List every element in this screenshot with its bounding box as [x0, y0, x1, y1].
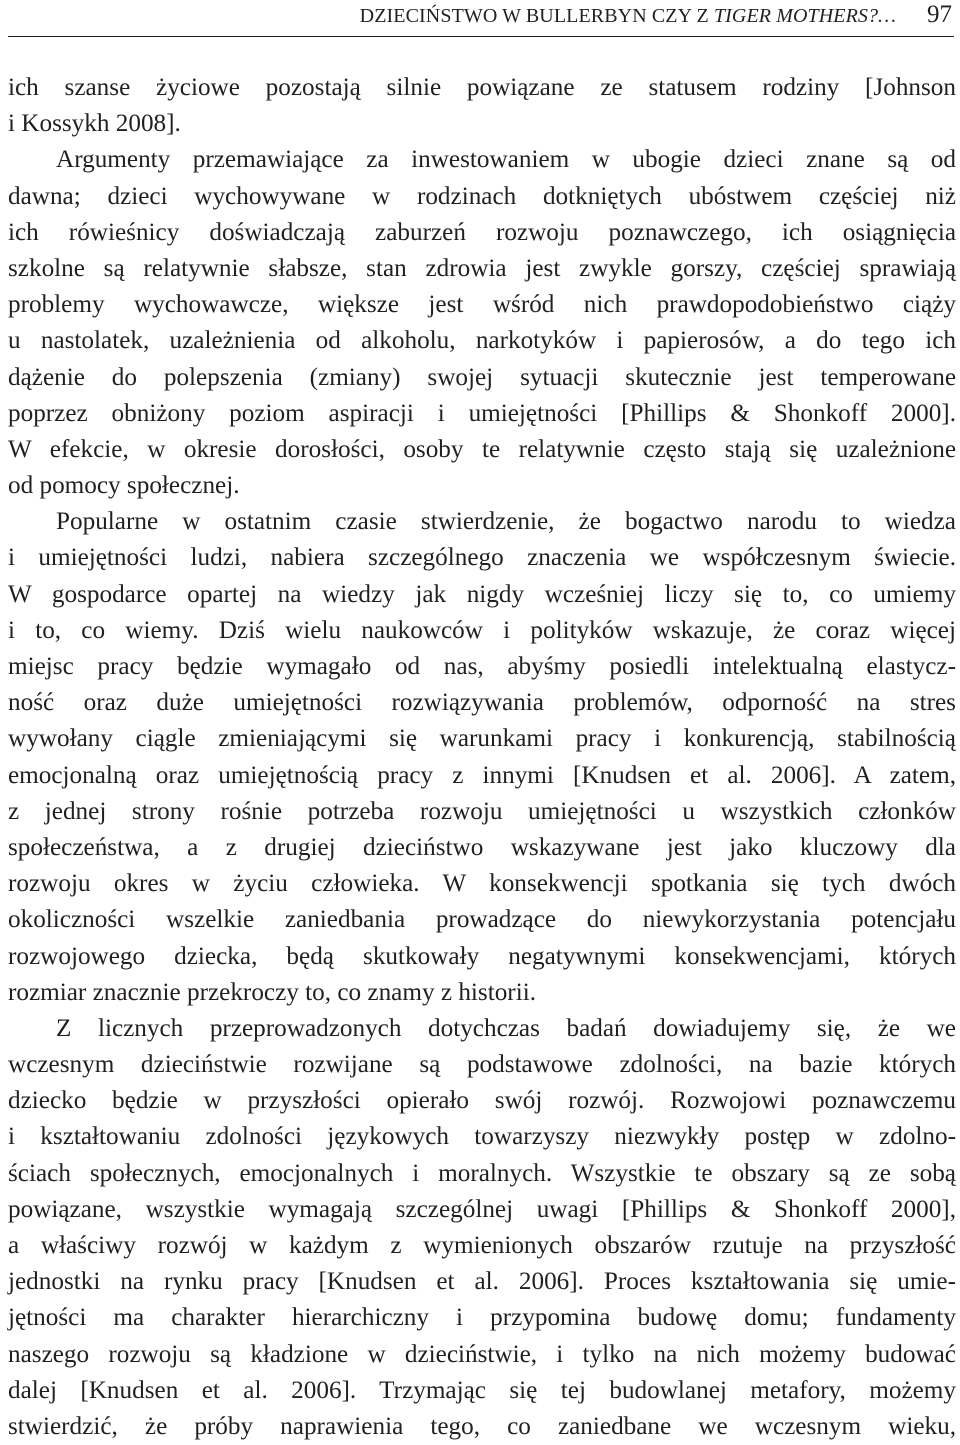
text-line: z jednej strony rośnie potrzeba rozwoju umiejętności u wszystkich członków: [8, 797, 956, 825]
text-line: dawna; dzieci wychowywane w rodzinach dotkniętych ubóstwem częściej niż: [8, 182, 956, 210]
text-line: Z licznych przeprowadzonych dotychczas badań dowiadujemy się, że we: [56, 1014, 956, 1042]
running-header: [8, 0, 954, 37]
text-line: a właściwy rozwój w każdym z wymienionych obszarów rzutuje na przyszłość: [8, 1232, 956, 1259]
text-line: Popularne w ostatnim czasie stwierdzenie, że bogactwo narodu to wiedza: [56, 508, 956, 536]
text-line: rozmiar znacznie przekroczy to, co znamy z historii.: [8, 978, 536, 1006]
text-line: miejsc pracy będzie wymagało od nas, abyśmy posiedli intelektualną elastycz-: [8, 653, 956, 680]
text-line: od pomocy społecznej.: [8, 472, 240, 500]
text-line: problemy wychowawcze, większe jest wśród nich prawdopodobieństwo ciąży: [8, 291, 956, 319]
text-line: i to, co wiemy. Dziś wielu naukowców i polityków wskazuje, że coraz więcej: [8, 616, 956, 644]
text-line: ich rówieśnicy doświadczają zaburzeń rozwoju poznawczego, ich osiągnięcia: [8, 218, 956, 246]
text-line: ich szanse życiowe pozostają silnie powiązane ze statusem rodziny [Johnson: [8, 74, 956, 101]
text-line: poprzez obniżony poziom aspiracji i umiejętności [Phillips & Shonkoff 2000].: [8, 399, 956, 427]
text-line: i Kossykh 2008].: [8, 110, 181, 138]
text-line: W gospodarce opartej na wiedzy jak nigdy wcześniej liczy się to, co umiemy: [8, 580, 956, 608]
text-line: i kształtowaniu zdolności językowych towarzyszy niezwykły postęp w zdolno-: [8, 1123, 956, 1151]
text-line: okoliczności wszelkie zaniedbania prowadzące do niewykorzystania potencjału: [8, 906, 956, 934]
text-line: ściach społecznych, emocjonalnych i moralnych. Wszystkie te obszary są ze sobą: [8, 1159, 956, 1187]
text-line: wczesnym dzieciństwie rozwijane są podstawowe zdolności, na bazie których: [8, 1051, 956, 1079]
text-line: i umiejętności ludzi, nabiera szczególnego znaczenia we współczesnym świecie.: [8, 544, 956, 572]
body-text: [8, 70, 956, 1445]
running-title-italic: TIGER MOTHERS?…: [713, 5, 896, 27]
text-line: ność oraz duże umiejętności rozwiązywania problemów, odporność na stres: [8, 689, 956, 717]
running-title-roman: DZIECIŃSTWO W BULLERBYN CZY Z: [359, 5, 714, 27]
text-line: u nastolatek, uzależnienia od alkoholu, narkotyków i papierosów, a do tego ich: [8, 327, 956, 355]
text-line: powiązane, wszystkie wymagają szczególnej uwagi [Phillips & Shonkoff 2000],: [8, 1195, 956, 1223]
text-line: dążenie do polepszenia (zmiany) swojej sytuacji skutecznie jest temperowane: [8, 363, 956, 391]
text-line: stwierdzić, że próby naprawienia tego, co zaniedbane we wczesnym wieku,: [8, 1412, 956, 1440]
running-title: [360, 5, 896, 28]
text-line: jednostki na rynku pracy [Knudsen et al. 2006]. Proces kształtowania się umie-: [8, 1268, 956, 1296]
text-line: emocjonalną oraz umiejętnością pracy z innymi [Knudsen et al. 2006]. A zatem,: [8, 761, 956, 789]
text-line: szkolne są relatywnie słabsze, stan zdrowia jest zwykle gorszy, częściej sprawiają: [8, 254, 956, 282]
text-line: rozwojowego dziecka, będą skutkowały negatywnymi konsekwencjami, których: [8, 942, 956, 970]
text-line: Argumenty przemawiające za inwestowaniem w ubogie dzieci znane są od: [56, 146, 956, 174]
text-line: wywołany ciągle zmieniającymi się warunkami pracy i konkurencją, stabilnością: [8, 725, 956, 753]
text-line: jętności ma charakter hierarchiczny i przypomina budowę domu; fundamenty: [8, 1304, 956, 1332]
text-line: dziecko będzie w przyszłości opierało swój rozwój. Rozwojowi poznawczemu: [8, 1087, 956, 1115]
text-line: rozwoju okres w życiu człowieka. W konsekwencji spotkania się tych dwóch: [8, 870, 956, 898]
page-number: 97: [927, 1, 952, 28]
text-line: W efekcie, w okresie dorosłości, osoby te relatywnie często stają się uzależnione: [8, 435, 956, 463]
text-line: dalej [Knudsen et al. 2006]. Trzymając się tej budowlanej metafory, możemy: [8, 1376, 956, 1404]
text-line: naszego rozwoju są kładzione w dzieciństwie, i tylko na nich możemy budować: [8, 1340, 956, 1368]
text-line: społeczeństwa, a z drugiej dzieciństwo wskazywane jest jako kluczowy dla: [8, 833, 956, 861]
